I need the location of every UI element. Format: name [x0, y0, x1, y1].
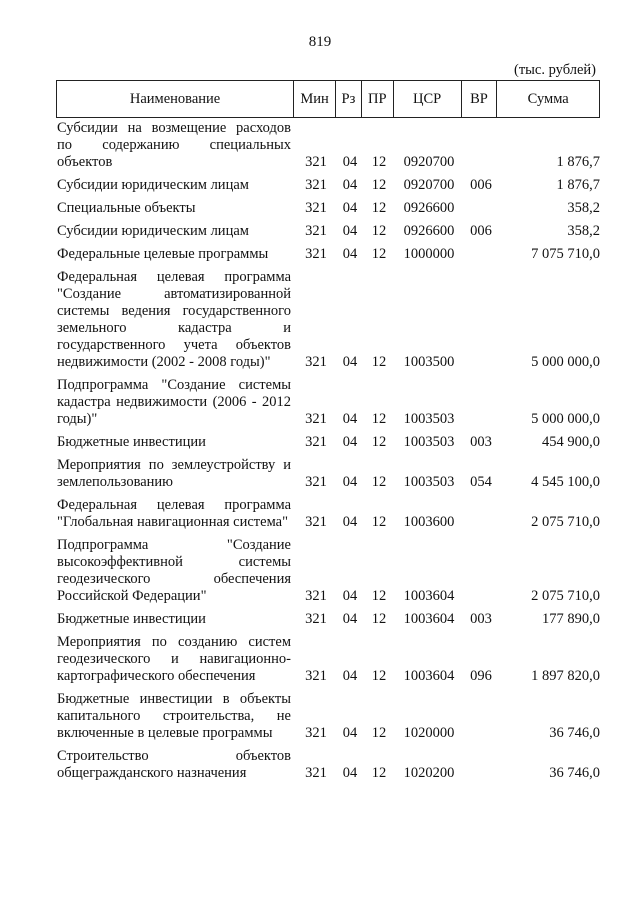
row-sum: 2 075 710,0 [531, 514, 600, 530]
row-min: 321 [305, 611, 327, 627]
row-sum: 177 890,0 [542, 611, 600, 627]
row-sum: 4 545 100,0 [531, 474, 600, 490]
row-csr: 1003604 [403, 668, 455, 684]
table-row [57, 269, 600, 371]
table-row [57, 377, 600, 428]
row-min: 321 [305, 154, 327, 170]
row-min: 321 [305, 200, 327, 216]
row-pr: 12 [371, 177, 387, 193]
row-sum: 358,2 [567, 200, 600, 216]
table-row [57, 223, 600, 240]
row-vr: 006 [470, 223, 492, 239]
row-min: 321 [305, 588, 327, 604]
row-sum: 454 900,0 [542, 434, 600, 450]
row-pr: 12 [371, 223, 387, 239]
row-sum: 7 075 710,0 [531, 246, 600, 262]
row-rz: 04 [342, 434, 358, 450]
row-name: Строительство объектов общегражданского назначения [57, 748, 291, 781]
row-rz: 04 [342, 765, 358, 781]
table-row [57, 120, 600, 171]
row-rz: 04 [342, 588, 358, 604]
row-pr: 12 [371, 200, 387, 216]
page-number: 819 [308, 34, 332, 50]
row-min: 321 [305, 725, 327, 741]
units-label: (тыс. рублей) [514, 62, 596, 78]
row-csr: 0920700 [403, 154, 455, 170]
table-row [57, 497, 600, 531]
row-min: 321 [305, 246, 327, 262]
row-name: Субсидии юридическим лицам [57, 223, 249, 239]
table-row [57, 634, 600, 685]
header-rz: Рз [336, 81, 362, 117]
row-pr: 12 [371, 514, 387, 530]
header-pr: ПР [362, 81, 394, 117]
row-name: Субсидии на возмещение расходов по содержанию специальных объектов [57, 120, 291, 170]
row-csr: 1003604 [403, 588, 455, 604]
row-rz: 04 [342, 223, 358, 239]
row-name: Федеральные целевые программы [57, 246, 269, 262]
row-rz: 04 [342, 177, 358, 193]
row-rz: 04 [342, 154, 358, 170]
row-csr: 1003604 [403, 611, 455, 627]
header-csr: ЦСР [394, 81, 462, 117]
row-rz: 04 [342, 246, 358, 262]
row-rz: 04 [342, 668, 358, 684]
row-min: 321 [305, 354, 327, 370]
row-pr: 12 [371, 668, 387, 684]
row-min: 321 [305, 514, 327, 530]
table-body [57, 120, 600, 788]
row-csr: 0926600 [403, 223, 455, 239]
row-rz: 04 [342, 200, 358, 216]
row-vr: 003 [470, 434, 492, 450]
row-pr: 12 [371, 588, 387, 604]
row-rz: 04 [342, 725, 358, 741]
row-sum: 1 876,7 [556, 154, 600, 170]
row-name: Бюджетные инвестиции в объекты капитального строительства, не включенные в целевые программы [57, 691, 291, 741]
table-row [57, 457, 600, 491]
row-pr: 12 [371, 611, 387, 627]
row-csr: 1020000 [403, 725, 455, 741]
row-name: Мероприятия по землеустройству и землепользованию [57, 457, 291, 490]
row-min: 321 [305, 765, 327, 781]
table-row [57, 434, 600, 451]
table-row [57, 177, 600, 194]
row-name: Федеральная целевая программа "Глобальная навигационная система" [57, 497, 291, 530]
row-pr: 12 [371, 434, 387, 450]
row-min: 321 [305, 411, 327, 427]
row-sum: 1 897 820,0 [531, 668, 600, 684]
row-name: Субсидии юридическим лицам [57, 177, 249, 193]
row-name: Бюджетные инвестиции [57, 611, 206, 627]
row-pr: 12 [371, 725, 387, 741]
table-row [57, 748, 600, 782]
table-row [57, 200, 600, 217]
row-name: Подпрограмма "Создание высокоэффективной системы геодезического обеспечения Российской Федерации" [57, 537, 291, 604]
row-csr: 1000000 [403, 246, 455, 262]
row-csr: 1003503 [403, 474, 455, 490]
row-rz: 04 [342, 514, 358, 530]
row-rz: 04 [342, 611, 358, 627]
row-csr: 1003503 [403, 434, 455, 450]
row-min: 321 [305, 668, 327, 684]
row-vr: 003 [470, 611, 492, 627]
row-name: Мероприятия по созданию систем геодезического и навигационно-картографического обеспечения [57, 634, 291, 684]
row-sum: 2 075 710,0 [531, 588, 600, 604]
table-row [57, 246, 600, 263]
table-row [57, 691, 600, 742]
row-pr: 12 [371, 154, 387, 170]
row-name: Федеральная целевая программа "Создание автоматизированной системы ведения государственного земельного кадастра и государственного учета объектов недвижимости (2002 - 2008 годы)" [57, 269, 291, 370]
row-sum: 36 746,0 [549, 765, 600, 781]
row-sum: 36 746,0 [549, 725, 600, 741]
row-min: 321 [305, 223, 327, 239]
row-csr: 0920700 [403, 177, 455, 193]
row-sum: 5 000 000,0 [531, 354, 600, 370]
row-csr: 1020200 [403, 765, 455, 781]
header-vr: ВР [462, 81, 498, 117]
row-pr: 12 [371, 354, 387, 370]
row-vr: 054 [470, 474, 492, 490]
row-min: 321 [305, 474, 327, 490]
row-rz: 04 [342, 411, 358, 427]
row-pr: 12 [371, 246, 387, 262]
row-vr: 006 [470, 177, 492, 193]
row-name: Бюджетные инвестиции [57, 434, 206, 450]
row-pr: 12 [371, 411, 387, 427]
row-pr: 12 [371, 765, 387, 781]
table-row [57, 537, 600, 605]
row-csr: 1003600 [403, 514, 455, 530]
row-name: Специальные объекты [57, 200, 196, 216]
row-sum: 358,2 [567, 223, 600, 239]
row-vr: 096 [470, 668, 492, 684]
row-name: Подпрограмма "Создание системы кадастра недвижимости (2006 - 2012 годы)" [57, 377, 291, 427]
row-csr: 1003500 [403, 354, 455, 370]
row-pr: 12 [371, 474, 387, 490]
row-min: 321 [305, 434, 327, 450]
row-min: 321 [305, 177, 327, 193]
row-sum: 1 876,7 [556, 177, 600, 193]
table-header [56, 80, 600, 118]
row-csr: 0926600 [403, 200, 455, 216]
header-min: Мин [294, 81, 336, 117]
row-rz: 04 [342, 354, 358, 370]
row-rz: 04 [342, 474, 358, 490]
header-name: Наименование [57, 81, 294, 117]
row-sum: 5 000 000,0 [531, 411, 600, 427]
row-csr: 1003503 [403, 411, 455, 427]
table-row [57, 611, 600, 628]
header-sum: Сумма [527, 90, 569, 107]
